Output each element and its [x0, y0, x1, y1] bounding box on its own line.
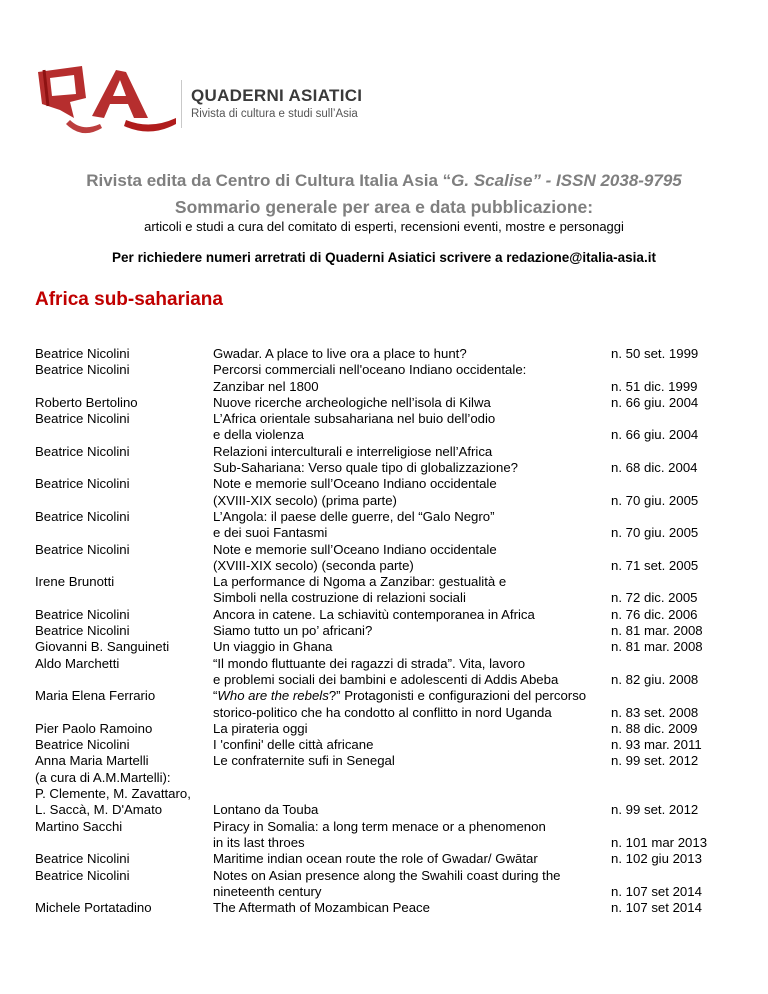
author-cell: Beatrice Nicolini — [35, 623, 130, 639]
quaderni-asiatici-logo — [30, 58, 180, 140]
title-cell: Relazioni interculturali e interreligiose nell’Africa — [213, 443, 493, 459]
title-cell: Simboli nella costruzione di relazioni sociali — [213, 590, 466, 606]
issue-cell: n. 81 mar. 2008 — [611, 639, 703, 655]
table-row — [0, 346, 768, 362]
title-cell: L’Africa orientale subsahariana nel buio dell’odio — [213, 411, 496, 427]
title-italic: Who are the rebels — [217, 688, 329, 704]
title-cell: (XVIII-XIX secolo) (seconda parte) — [213, 557, 414, 573]
table-of-contents — [0, 346, 768, 916]
title-prefix: “ — [213, 688, 218, 704]
title-cell: La pirateria oggi — [213, 720, 308, 736]
table-row — [0, 819, 768, 835]
publisher-line — [0, 171, 768, 191]
table-row — [0, 737, 768, 753]
table-row — [0, 509, 768, 525]
author-cell: Michele Portatadino — [35, 900, 152, 916]
issue-cell: n. 88 dic. 2009 — [611, 720, 698, 736]
author-cell: Giovanni B. Sanguineti — [35, 639, 170, 655]
title-cell: Zanzibar nel 1800 — [213, 378, 319, 394]
brand-name: QUADERNI ASIATICI — [191, 86, 363, 105]
table-row — [0, 411, 768, 427]
table-row — [0, 770, 768, 786]
title-cell: Gwadar. A place to live ora a place to hunt? — [213, 346, 467, 361]
issue-cell: n. 68 dic. 2004 — [611, 460, 698, 476]
title-cell: Un viaggio in Ghana — [213, 639, 333, 655]
table-row — [0, 656, 768, 672]
title-cell: Percorsi commerciali nell'oceano Indiano occidentale: — [213, 362, 527, 378]
issue-cell: n. 82 giu. 2008 — [611, 671, 699, 687]
author-cell: Maria Elena Ferrario — [35, 688, 156, 704]
issue-cell: n. 107 set 2014 — [611, 883, 702, 899]
table-row — [0, 835, 768, 851]
issue-cell: n. 99 set. 2012 — [611, 802, 699, 818]
table-row — [0, 868, 768, 884]
table-row — [0, 705, 768, 721]
author-cell: Aldo Marchetti — [35, 655, 120, 671]
title-cell: Notes on Asian presence along the Swahili coast during the — [213, 867, 561, 883]
title-cell: L’Angola: il paese delle guerre, del “Galo Negro” — [213, 508, 495, 524]
table-row — [0, 688, 768, 704]
issue-cell: n. 76 dic. 2006 — [611, 606, 698, 622]
issue-cell: n. 71 set. 2005 — [611, 557, 699, 573]
title-cell: Ancora in catene. La schiavitù contemporanea in Africa — [213, 606, 535, 622]
table-row — [0, 607, 768, 623]
title-cell: Le confraternite sufi in Senegal — [213, 753, 395, 769]
table-row — [0, 786, 768, 802]
author-cell: Beatrice Nicolini — [35, 867, 130, 883]
title-cell: “Il mondo fluttuante dei ragazzi di strada”. Vita, lavoro — [213, 655, 526, 671]
table-row — [0, 590, 768, 606]
table-row — [0, 802, 768, 818]
title-text: ?” Protagonisti e configurazioni del percorso — [328, 688, 587, 704]
logo-divider — [181, 80, 182, 128]
author-cell: Beatrice Nicolini — [35, 443, 130, 459]
author-cell: Roberto Bertolino — [35, 394, 138, 410]
publisher-text: Rivista edita da Centro di Cultura Italia Asia “ — [86, 171, 452, 190]
author-cell: Beatrice Nicolini — [35, 476, 130, 492]
table-row — [0, 362, 768, 378]
title-cell: in its last throes — [213, 834, 305, 850]
author-cell: Beatrice Nicolini — [35, 411, 130, 427]
title-cell: Note e memorie sull’Oceano Indiano occidentale — [213, 476, 497, 492]
title-cell: (XVIII-XIX secolo) (prima parte) — [213, 492, 397, 508]
issue-cell: n. 93 mar. 2011 — [611, 737, 702, 753]
author-cell: Beatrice Nicolini — [35, 362, 130, 378]
title-cell: e dei suoi Fantasmi — [213, 525, 328, 541]
issue-cell: n. 81 mar. 2008 — [611, 623, 703, 639]
brand-subtitle: Rivista di cultura e studi sull’Asia — [191, 108, 358, 120]
table-row — [0, 851, 768, 867]
request-line: Per richiedere numeri arretrati di Quaderni Asiatici scrivere a redazione@italia-asia.it — [112, 250, 656, 265]
author-cell: P. Clemente, M. Zavattaro, — [35, 786, 191, 802]
issue-cell: n. 102 giu 2013 — [611, 851, 702, 867]
title-cell: Piracy in Somalia: a long term menace or a phenomenon — [213, 818, 546, 834]
issue-cell: n. 83 set. 2008 — [611, 704, 699, 720]
title-cell: e problemi sociali dei bambini e adolescenti di Addis Abeba — [213, 671, 559, 687]
table-row — [0, 721, 768, 737]
author-cell: Irene Brunotti — [35, 574, 115, 590]
author-cell: Beatrice Nicolini — [35, 737, 130, 753]
title-cell: Siamo tutto un po’ africani? — [213, 623, 373, 639]
title-cell: Sub-Sahariana: Verso quale tipo di globalizzazione? — [213, 460, 518, 476]
title-cell: I 'confini' delle città africane — [213, 737, 374, 753]
title-cell: nineteenth century — [213, 883, 322, 899]
issue-cell: n. 66 giu. 2004 — [611, 427, 699, 443]
issue-cell: n. 70 giu. 2005 — [611, 525, 699, 541]
issue-cell: n. 66 giu. 2004 — [611, 394, 699, 410]
title-cell: Maritime indian ocean route the role of Gwadar/ Gwātar — [213, 851, 538, 867]
issue-cell: n. 70 giu. 2005 — [611, 492, 699, 508]
issue-cell: n. 107 set 2014 — [611, 900, 702, 916]
publisher-italic: G. Scalise” - ISSN 2038-9795 — [451, 171, 682, 190]
author-cell: Pier Paolo Ramoino — [35, 720, 153, 736]
title-cell: La performance di Ngoma a Zanzibar: gestualità e — [213, 574, 507, 590]
table-row — [0, 672, 768, 688]
table-row — [0, 884, 768, 900]
table-row — [0, 427, 768, 443]
table-row — [0, 558, 768, 574]
author-cell: Beatrice Nicolini — [35, 541, 130, 557]
title-cell — [213, 688, 586, 704]
table-row — [0, 574, 768, 590]
issue-cell: n. 51 dic. 1999 — [611, 378, 698, 394]
title-cell: storico-politico che ha condotto al conflitto in nord Uganda — [213, 704, 552, 720]
title-cell: e della violenza — [213, 427, 304, 443]
title-cell: The Aftermath of Mozambican Peace — [213, 900, 430, 916]
table-row — [0, 900, 768, 916]
author-cell: Martino Sacchi — [35, 818, 123, 834]
author-cell: (a cura di A.M.Martelli): — [35, 769, 171, 785]
table-row — [0, 525, 768, 541]
table-row — [0, 460, 768, 476]
title-cell: Note e memorie sull’Oceano Indiano occidentale — [213, 541, 497, 557]
section-title: Africa sub-sahariana — [35, 289, 223, 310]
table-row — [0, 444, 768, 460]
table-row — [0, 542, 768, 558]
issue-cell: n. 72 dic. 2005 — [611, 590, 698, 606]
author-cell: Beatrice Nicolini — [35, 346, 130, 361]
issue-cell: n. 99 set. 2012 — [611, 753, 699, 769]
table-row — [0, 753, 768, 769]
table-row — [0, 623, 768, 639]
issue-cell: n. 50 set. 1999 — [611, 346, 699, 361]
title-cell: Nuove ricerche archeologiche nell’isola di Kilwa — [213, 394, 491, 410]
author-cell: Beatrice Nicolini — [35, 851, 130, 867]
table-row — [0, 639, 768, 655]
summary-title: Sommario generale per area e data pubblicazione: — [174, 197, 594, 217]
table-row — [0, 493, 768, 509]
author-cell: Beatrice Nicolini — [35, 606, 130, 622]
table-row — [0, 395, 768, 411]
table-row — [0, 379, 768, 395]
table-row — [0, 476, 768, 492]
author-cell: L. Saccà, M. D'Amato — [35, 802, 163, 818]
author-cell: Anna Maria Martelli — [35, 753, 149, 769]
title-cell: Lontano da Touba — [213, 802, 319, 818]
author-cell: Beatrice Nicolini — [35, 508, 130, 524]
issue-cell: n. 101 mar 2013 — [611, 834, 708, 850]
summary-subtitle: articoli e studi a cura del comitato di esperti, recensioni eventi, mostre e personaggi — [144, 219, 624, 234]
